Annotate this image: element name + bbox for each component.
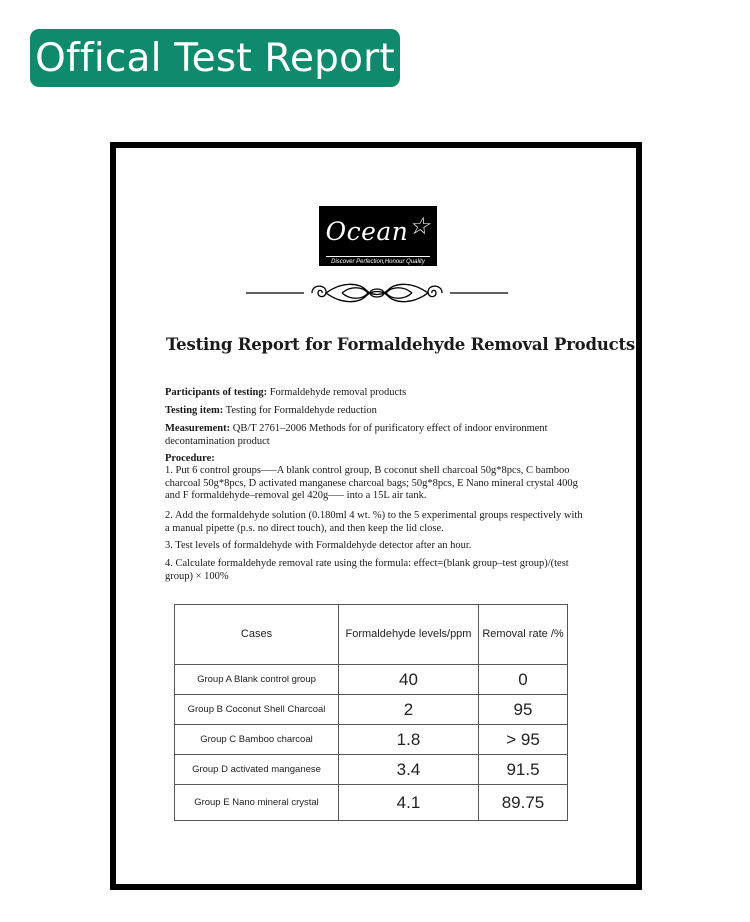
procedure-step-4: 4. Calculate formaldehyde removal rate using the formula: effect=(blank group–test group)/(test group) × 100%	[165, 558, 569, 582]
level-cell: 4.1	[339, 785, 479, 821]
title-badge	[30, 29, 400, 87]
rate-cell: 91.5	[479, 755, 568, 785]
rate-cell: 0	[479, 665, 568, 695]
ocean-logo	[319, 206, 437, 266]
procedure-step-1: 1. Put 6 control groups–––A blank control group, B coconut shell charcoal 50g*8pcs, C bamboo charcoal 50g*8pcs, D activated manganese charcoal bags; 50g*8pcs, E Nano mineral crystal 400g and F formaldehyde–removal gel 420g––– into a 15L air tank.	[165, 465, 578, 501]
table-header-row	[175, 605, 568, 665]
rate-cell: 95	[479, 695, 568, 725]
level-cell: 1.8	[339, 725, 479, 755]
report-document	[110, 142, 642, 890]
table-row	[175, 725, 568, 755]
report-title: Testing Report for Formaldehyde Removal Products	[166, 335, 635, 354]
procedure-step-2: 2. Add the formaldehyde solution (0.180ml 4 wt. %) to the 5 experimental groups respectively with a manual pipette (p.s. no direct touch), and then keep the lid close.	[165, 510, 583, 534]
participants-field: Participants of testing: Formaldehyde removal products	[165, 387, 407, 398]
table-row	[175, 785, 568, 821]
badge-title: Offical Test Report	[35, 35, 395, 81]
level-cell: 2	[339, 695, 479, 725]
header-cases: Cases	[175, 605, 339, 665]
table-row	[175, 755, 568, 785]
case-cell: Group D activated manganese	[175, 755, 339, 785]
flourish-divider-icon	[246, 280, 508, 306]
rate-cell: 89.75	[479, 785, 568, 821]
star-icon: ☆	[408, 212, 431, 240]
procedure-label: Procedure:	[165, 453, 215, 464]
results-table	[174, 604, 568, 821]
level-cell: 3.4	[339, 755, 479, 785]
case-cell: Group C Bamboo charcoal	[175, 725, 339, 755]
case-cell: Group E Nano mineral crystal	[175, 785, 339, 821]
procedure-step-3: 3. Test levels of formaldehyde with Formaldehyde detector after an hour.	[165, 540, 472, 551]
logo-brand: Ocean☆	[325, 212, 431, 246]
testing-item-field: Testing item: Testing for Formaldehyde reduction	[165, 405, 377, 416]
case-cell: Group B Coconut Shell Charcoal	[175, 695, 339, 725]
case-cell: Group A Blank control group	[175, 665, 339, 695]
header-removal-rate: Removal rate /%	[479, 605, 568, 665]
rate-cell: > 95	[479, 725, 568, 755]
measurement-field: Measurement: QB/T 2761–2006 Methods for of purificatory effect of indoor environment decontamination product	[165, 423, 548, 447]
table-row	[175, 665, 568, 695]
logo-tagline: Discover Perfection,Honour Quality	[326, 256, 430, 265]
header-formaldehyde-levels: Formaldehyde levels/ppm	[339, 605, 479, 665]
table-row	[175, 695, 568, 725]
level-cell: 40	[339, 665, 479, 695]
